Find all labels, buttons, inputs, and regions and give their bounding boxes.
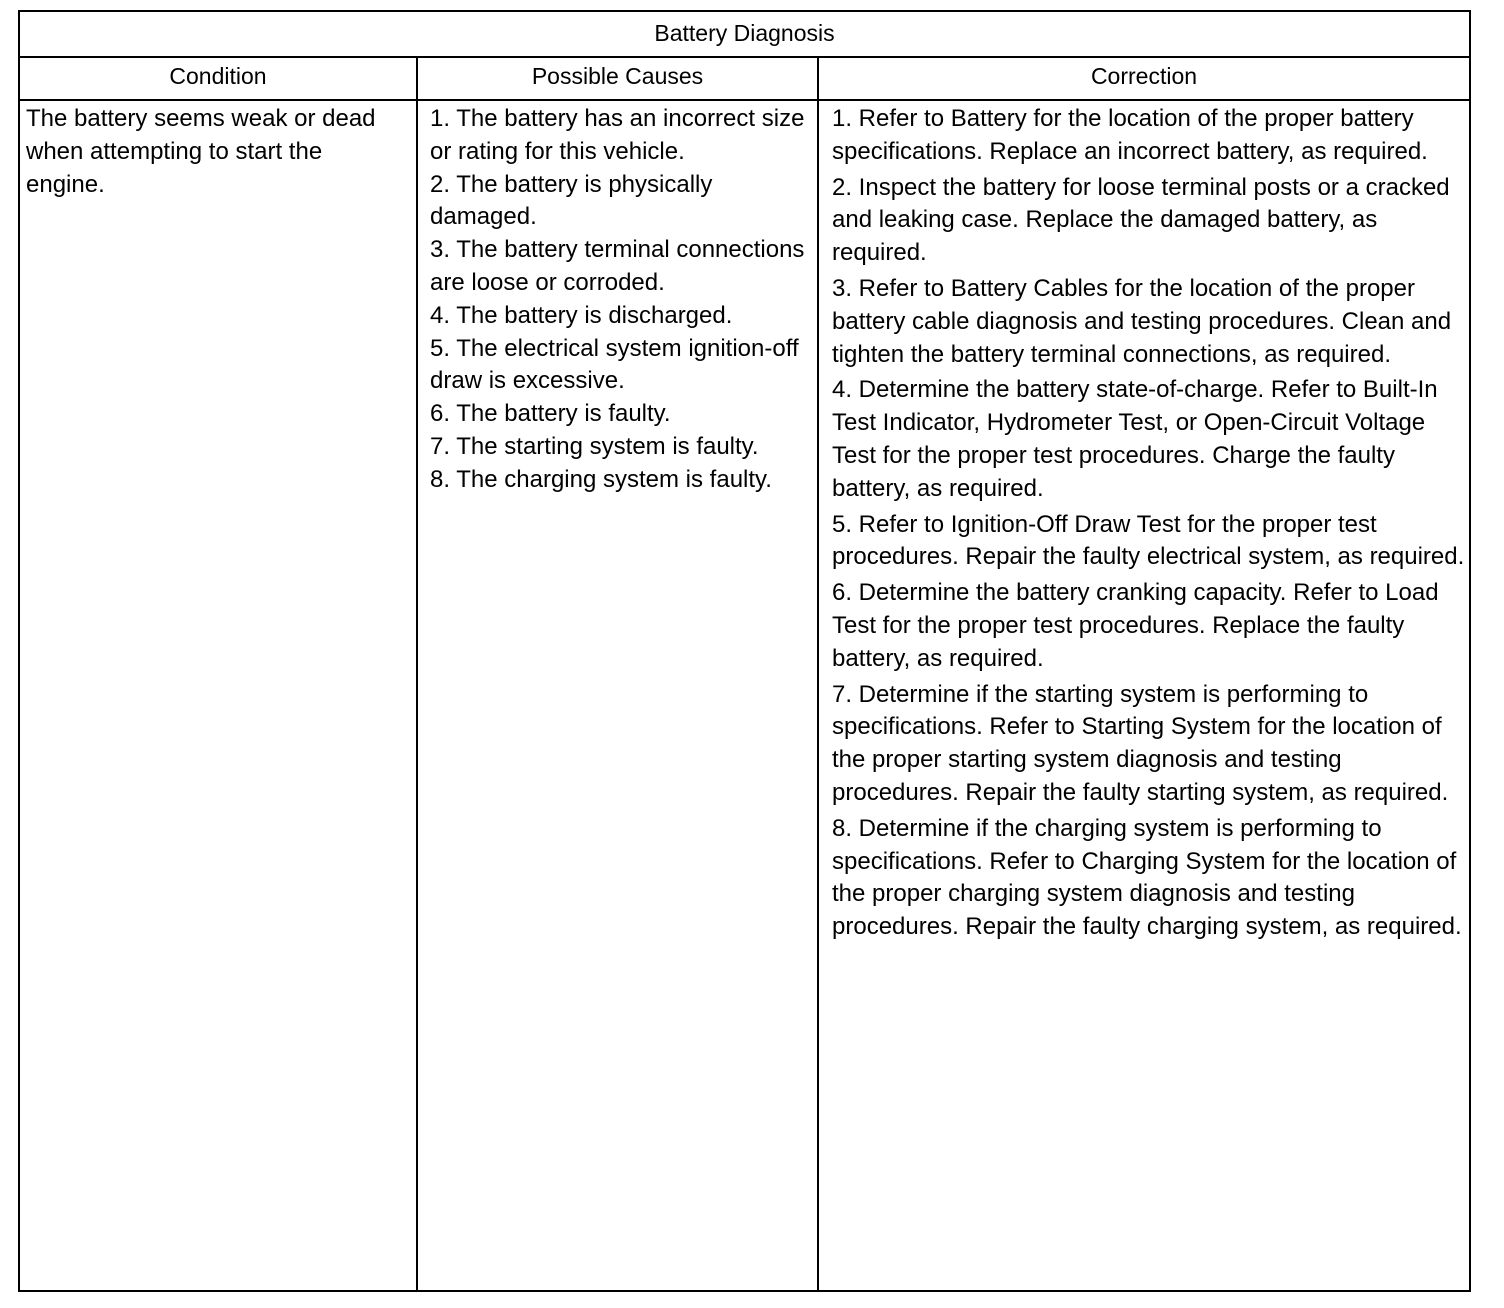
corrections-list bbox=[819, 99, 1469, 944]
correction-item: 1. Refer to Battery for the location of the proper battery specifications. Replace an incorrect battery, as required. bbox=[832, 105, 1428, 165]
causes-list bbox=[418, 99, 817, 497]
table-title: Battery Diagnosis bbox=[20, 12, 1469, 58]
cause-item: 7. The starting system is faulty. bbox=[430, 432, 759, 460]
condition-text: The battery seems weak or dead when attempting to start the engine. bbox=[26, 105, 376, 198]
table-row bbox=[20, 99, 1469, 1290]
header-condition: Condition bbox=[20, 56, 418, 99]
cause-item: 1. The battery has an incorrect size or rating for this vehicle. bbox=[430, 105, 805, 165]
cause-item: 8. The charging system is faulty. bbox=[430, 465, 772, 493]
correction-item: 4. Determine the battery state-of-charge. Refer to Built-In Test Indicator, Hydrometer Test, or Open-Circuit Voltage Test for the proper test procedures. Charge the faulty battery, as required. bbox=[832, 376, 1438, 502]
correction-item: 7. Determine if the starting system is performing to specifications. Refer to Starting System for the location of the proper starting system diagnosis and testing procedures. Repair the faulty starting system, as required. bbox=[832, 680, 1449, 806]
correction-item: 3. Refer to Battery Cables for the location of the proper battery cable diagnosis and testing procedures. Clean and tighten the battery terminal connections, as required. bbox=[832, 274, 1452, 368]
header-correction: Correction bbox=[1090, 63, 1198, 89]
cause-item: 6. The battery is faulty. bbox=[430, 400, 671, 428]
cause-item: 4. The battery is discharged. bbox=[430, 301, 733, 329]
causes-cell bbox=[418, 99, 819, 1290]
battery-diagnosis-table bbox=[18, 10, 1471, 1292]
cause-item: 3. The battery terminal connections are loose or corroded. bbox=[430, 236, 805, 296]
header-possible-causes: Possible Causes bbox=[418, 56, 819, 99]
correction-item: 6. Determine the battery cranking capacity. Refer to Load Test for the proper test procedures. Replace the faulty battery, as required. bbox=[832, 579, 1439, 672]
correction-item: 5. Refer to Ignition-Off Draw Test for the proper test procedures. Repair the faulty electrical system, as required. bbox=[832, 510, 1465, 571]
cause-item: 2. The battery is physically damaged. bbox=[430, 170, 713, 231]
condition-cell bbox=[20, 99, 418, 1290]
correction-item: 8. Determine if the charging system is performing to specifications. Refer to Charging System for the location of the proper charging system diagnosis and testing procedures. Repair the faulty charging system, as required. bbox=[832, 814, 1462, 941]
header-row bbox=[20, 56, 1469, 101]
correction-item: 2. Inspect the battery for loose terminal posts or a cracked and leaking case. Replace the damaged battery, as required. bbox=[832, 173, 1450, 267]
correction-cell bbox=[819, 99, 1469, 1290]
cause-item: 5. The electrical system ignition-off draw is excessive. bbox=[430, 334, 799, 395]
